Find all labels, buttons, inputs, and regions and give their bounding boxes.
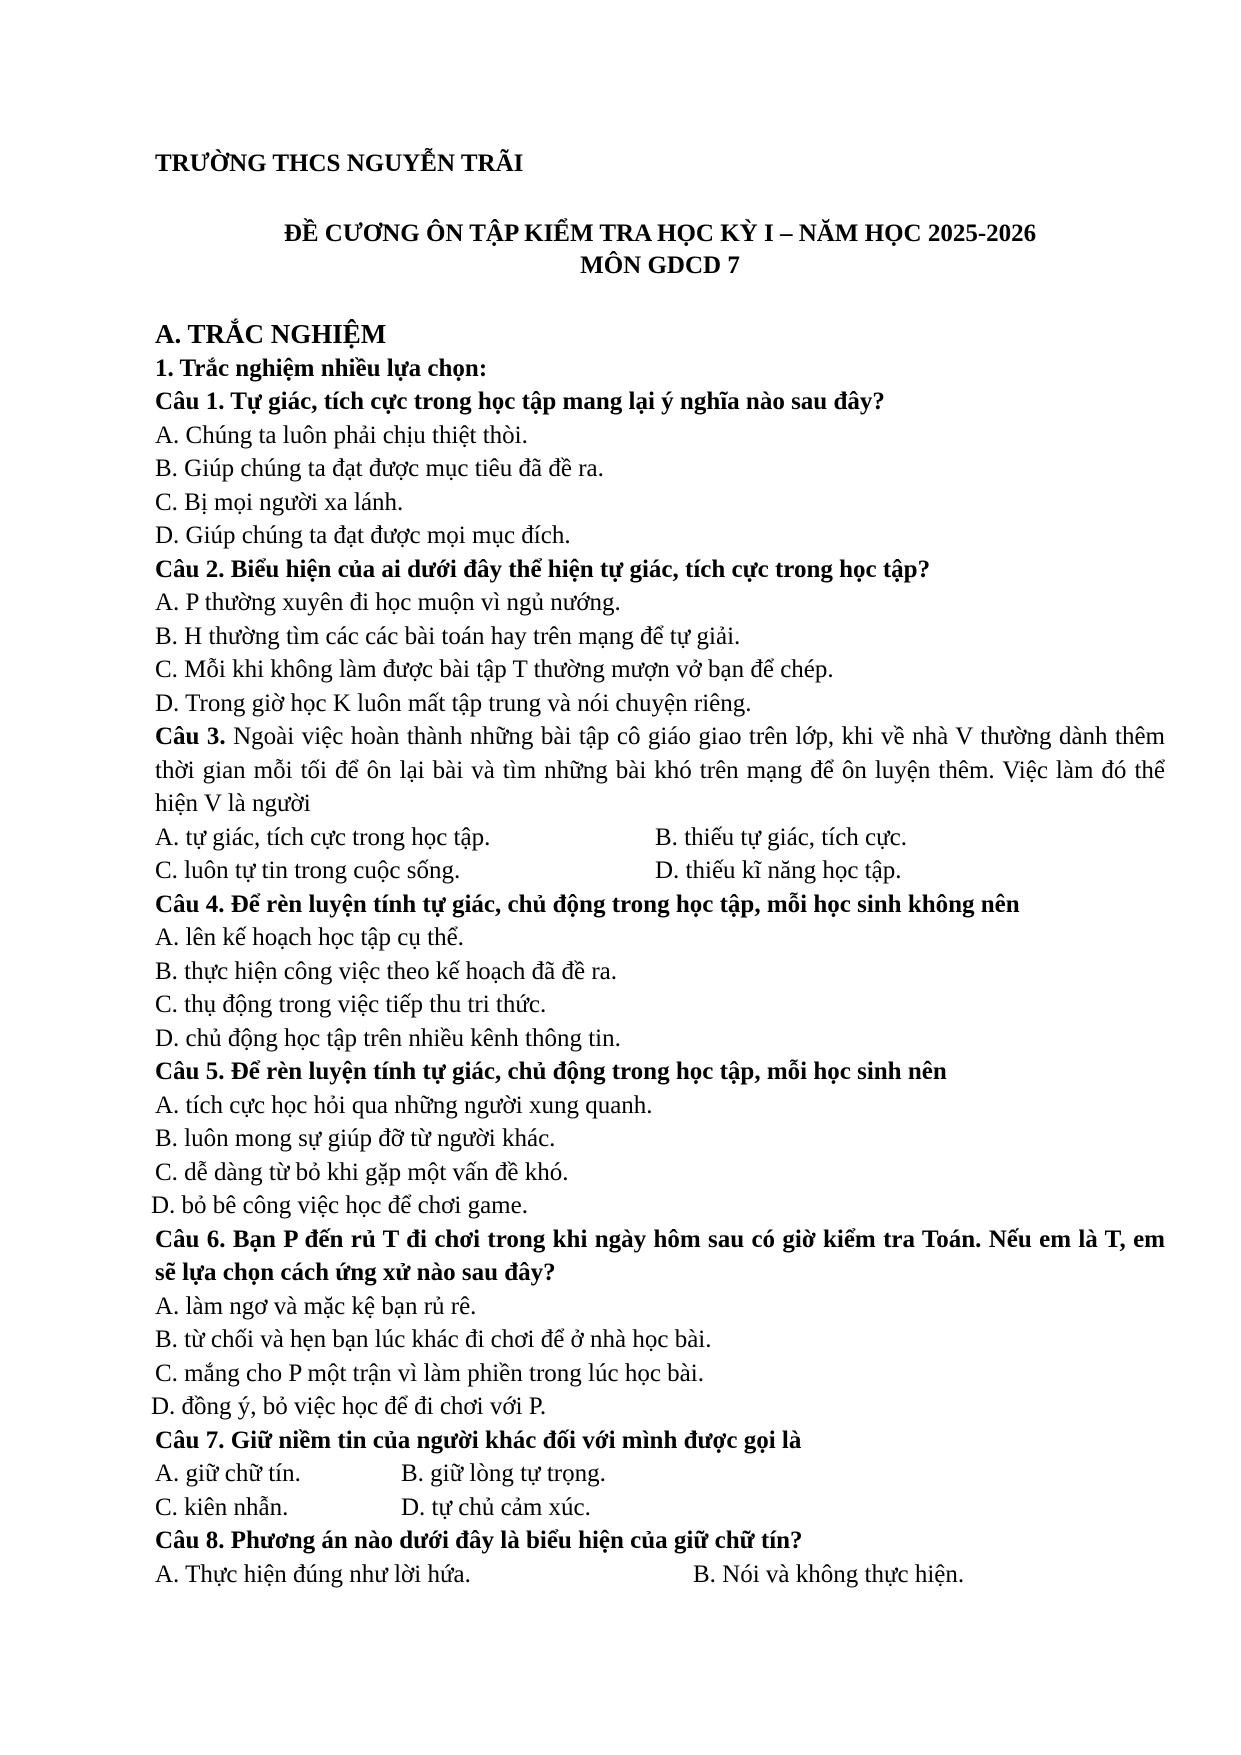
- question-6-text: . Bạn P đến rủ T đi chơi trong khi ngày hôm sau có giờ kiểm tra Toán. Nếu em là T, em sẽ lựa chọn cách ứng xử nào sau đây?: [155, 1225, 1166, 1286]
- question-8: Câu 8. Phương án nào dưới đây là biểu hiện của giữ chữ tín?: [155, 1527, 803, 1554]
- question-7: Câu 7. Giữ niềm tin của người khác đối với mình được gọi là: [155, 1426, 802, 1454]
- question-6: [155, 1223, 1165, 1290]
- q7-options-row-2: [155, 1491, 1165, 1525]
- q1-option-b: B. Giúp chúng ta đạt được mục tiêu đã đề ra.: [155, 455, 604, 482]
- q8-option-b: B. Nói và không thực hiện.: [693, 1560, 965, 1588]
- q1-option-d: D. Giúp chúng ta đạt được mọi mục đích.: [155, 522, 571, 549]
- q1-option-c: C. Bị mọi người xa lánh.: [155, 488, 404, 516]
- school-name: TRƯỜNG THCS NGUYỄN TRÃI: [155, 150, 524, 177]
- q3-option-b: B. thiếu tự giác, tích cực.: [655, 823, 908, 851]
- q4-option-b: B. thực hiện công việc theo kế hoạch đã đề ra.: [155, 957, 617, 985]
- q6-option-c: C. mắng cho P một trận vì làm phiền trong lúc học bài.: [155, 1359, 704, 1387]
- q3-option-a: A. tự giác, tích cực trong học tập.: [155, 823, 491, 851]
- question-2: Câu 2. Biểu hiện của ai dưới đây thể hiện tự giác, tích cực trong học tập?: [155, 555, 931, 583]
- q5-option-c: C. dễ dàng từ bỏ khi gặp một vấn đề khó.: [155, 1158, 569, 1186]
- q6-option-d: D. đồng ý, bỏ việc học để đi chơi với P.: [151, 1393, 547, 1420]
- q2-option-b: B. H thường tìm các các bài toán hay trên mạng để tự giải.: [155, 622, 741, 650]
- question-3-label: Câu 3.: [155, 723, 226, 750]
- q4-option-a: A. lên kế hoạch học tập cụ thể.: [155, 924, 464, 951]
- q4-option-d: D. chủ động học tập trên nhiều kênh thông tin.: [155, 1024, 621, 1052]
- q5-option-d: D. bỏ bê công việc học để chơi game.: [151, 1192, 528, 1219]
- q7-option-a: A. giữ chữ tín.: [155, 1460, 301, 1487]
- section-subheading: 1. Trắc nghiệm nhiều lựa chọn:: [155, 354, 488, 382]
- q7-option-c: C. kiên nhẫn.: [155, 1493, 289, 1521]
- q6-option-a: A. làm ngơ và mặc kệ bạn rủ rê.: [155, 1292, 477, 1320]
- question-4: Câu 4. Để rèn luyện tính tự giác, chủ động trong học tập, mỗi học sinh không nên: [155, 890, 1020, 918]
- q5-option-b: B. luôn mong sự giúp đỡ từ người khác.: [155, 1125, 556, 1152]
- q3-options-row-2: [155, 854, 1165, 888]
- q3-options-row-1: [155, 821, 1165, 855]
- q3-option-c: C. luôn tự tin trong cuộc sống.: [155, 857, 461, 884]
- q4-option-c: C. thụ động trong việc tiếp thu tri thức.: [155, 991, 547, 1018]
- q3-option-d: D. thiếu kĩ năng học tập.: [655, 857, 902, 884]
- q8-option-a: A. Thực hiện đúng như lời hứa.: [155, 1560, 471, 1588]
- q8-options-row-1: [155, 1558, 1165, 1592]
- q5-option-a: A. tích cực học hỏi qua những người xung quanh.: [155, 1091, 653, 1119]
- q1-option-a: A. Chúng ta luôn phải chịu thiệt thòi.: [155, 421, 528, 449]
- q6-option-b: B. từ chối và hẹn bạn lúc khác đi chơi để ở nhà học bài.: [155, 1326, 712, 1353]
- q7-option-b: B. giữ lòng tự trọng.: [401, 1460, 606, 1487]
- question-1: Câu 1. Tự giác, tích cực trong học tập mang lại ý nghĩa nào sau đây?: [155, 388, 885, 415]
- q2-option-a: A. P thường xuyên đi học muộn vì ngủ nướng.: [155, 589, 621, 616]
- document-title: ĐỀ CƯƠNG ÔN TẬP KIỂM TRA HỌC KỲ I – NĂM HỌC 2025-2026: [283, 220, 1037, 247]
- section-heading: A. TRẮC NGHIỆM: [155, 319, 387, 349]
- q2-option-d: D. Trong giờ học K luôn mất tập trung và nói chuyện riêng.: [155, 689, 752, 717]
- subject-title: MÔN GDCD 7: [580, 252, 740, 279]
- document-body: [151, 318, 1166, 1591]
- q2-option-c: C. Mỗi khi không làm được bài tập T thường mượn vở bạn để chép.: [155, 656, 834, 683]
- question-3-text: Ngoài việc hoàn thành những bài tập cô giáo giao trên lớp, khi về nhà V thường dành thêm thời gian mỗi tối để ôn lại bài và tìm những bài khó trên mạng để ôn luyện thêm. Việc làm đó thể hiện V là người: [155, 723, 1165, 817]
- question-6-label: Câu 6: [155, 1225, 220, 1253]
- question-3: [155, 720, 1165, 821]
- q7-option-d: D. tự chủ cảm xúc.: [401, 1493, 591, 1521]
- q7-options-row-1: [155, 1457, 1165, 1491]
- question-5: Câu 5. Để rèn luyện tính tự giác, chủ động trong học tập, mỗi học sinh nên: [155, 1058, 947, 1085]
